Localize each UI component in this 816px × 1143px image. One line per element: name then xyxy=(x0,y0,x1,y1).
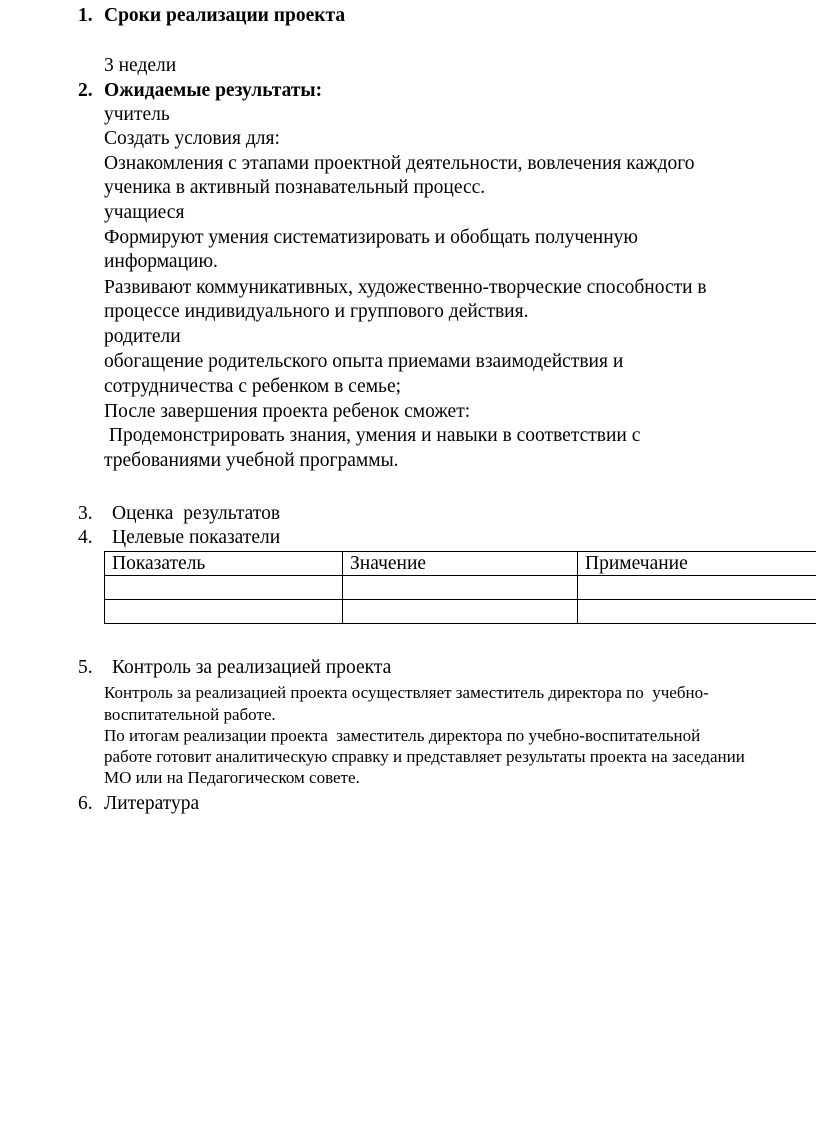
table-header-row xyxy=(105,552,816,576)
table-header-cell: Показатель xyxy=(105,552,343,576)
parents-line: После завершения проекта ребенок сможет: xyxy=(104,401,471,422)
section-4-number: 4. xyxy=(78,527,93,548)
control-line: воспитательной работе. xyxy=(104,705,276,724)
parents-heading: родители xyxy=(104,326,181,347)
project-duration: 3 недели xyxy=(104,55,177,76)
section-5-title: Контроль за реализацией проекта xyxy=(112,657,392,678)
teacher-line: Создать условия для: xyxy=(104,128,280,149)
control-line: Контроль за реализацией проекта осуществляет заместитель директора по учебно- xyxy=(104,683,709,702)
table-cell[interactable] xyxy=(578,600,816,624)
section-3-number: 3. xyxy=(78,503,93,524)
students-line: процессе индивидуального и группового действия. xyxy=(104,301,529,322)
section-4-title: Целевые показатели xyxy=(112,527,281,548)
control-line: работе готовит аналитическую справку и представляет результаты проекта на заседании xyxy=(104,747,745,766)
table-cell[interactable] xyxy=(105,600,343,624)
section-6-title: Литература xyxy=(104,793,200,814)
table-header-cell: Примечание xyxy=(578,552,816,576)
control-line: МО или на Педагогическом совете. xyxy=(104,768,360,787)
students-heading: учащиеся xyxy=(104,202,185,223)
table-row xyxy=(105,576,816,600)
table-cell[interactable] xyxy=(105,576,343,600)
parents-line: обогащение родительского опыта приемами взаимодействия и xyxy=(104,351,624,372)
section-2-number: 2. xyxy=(78,80,93,101)
targets-table xyxy=(104,551,816,624)
students-line: информацию. xyxy=(104,251,218,272)
students-line: Развивают коммуникативных, художественно-творческие способности в xyxy=(104,277,707,298)
teacher-line: ученика в активный познавательный процесс. xyxy=(104,177,486,198)
table-cell[interactable] xyxy=(578,576,816,600)
section-5-number: 5. xyxy=(78,657,93,678)
table-row xyxy=(105,600,816,624)
table-cell[interactable] xyxy=(343,576,578,600)
students-line: Формируют умения систематизировать и обобщать полученную xyxy=(104,227,638,248)
parents-line: требованиями учебной программы. xyxy=(104,450,399,471)
parents-line: сотрудничества с ребенком в семье; xyxy=(104,376,402,397)
parents-line: Продемонстрировать знания, умения и навыки в соответствии с xyxy=(104,425,641,446)
table-cell[interactable] xyxy=(343,600,578,624)
section-2-title: Ожидаемые результаты: xyxy=(104,80,323,101)
section-1-title: Сроки реализации проекта xyxy=(104,5,346,26)
control-line: По итогам реализации проекта заместитель директора по учебно-воспитательной xyxy=(104,726,701,745)
section-6-number: 6. xyxy=(78,793,93,814)
section-1-number: 1. xyxy=(78,5,93,26)
teacher-heading: учитель xyxy=(104,104,170,125)
teacher-line: Ознакомления с этапами проектной деятельности, вовлечения каждого xyxy=(104,153,695,174)
table-header-cell: Значение xyxy=(343,552,578,576)
section-3-title: Оценка результатов xyxy=(112,503,281,524)
